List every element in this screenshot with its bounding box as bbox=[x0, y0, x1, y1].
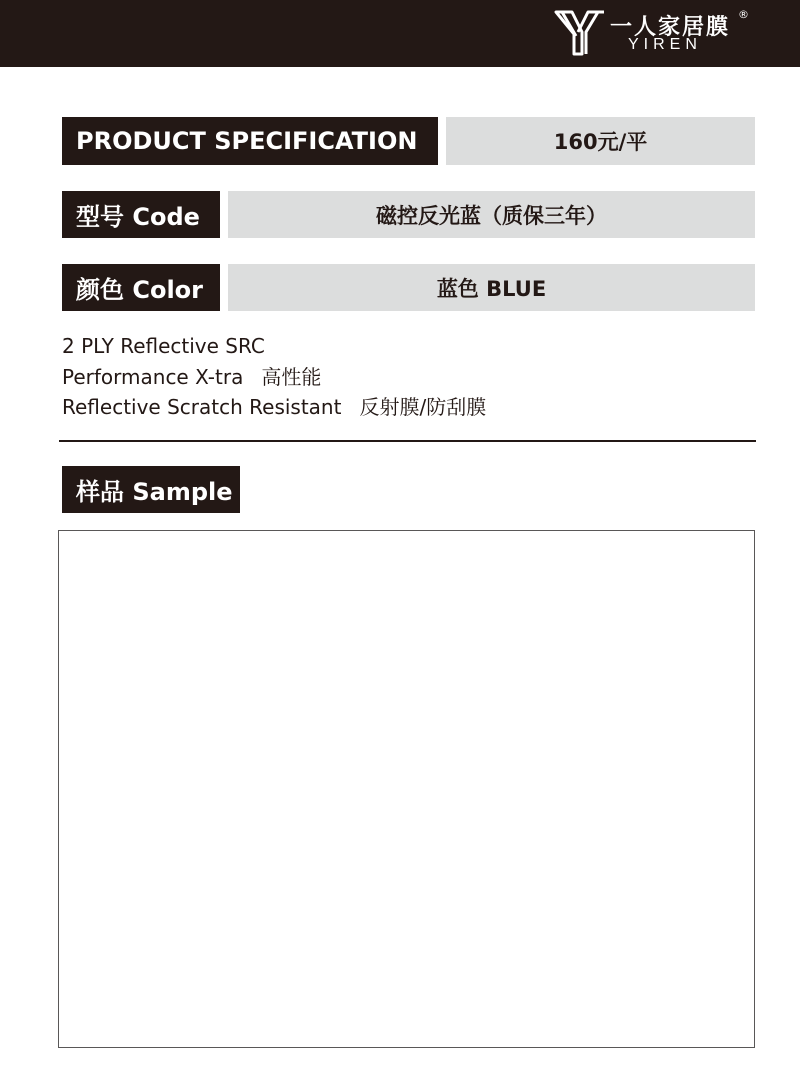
section-divider bbox=[59, 440, 756, 442]
header-bar bbox=[0, 0, 800, 67]
sample-label: 样品 Sample bbox=[62, 466, 240, 513]
code-label: 型号 Code bbox=[62, 191, 220, 238]
price-value: 160元/平 bbox=[446, 117, 755, 165]
description-ply: 2 PLY Reflective SRC bbox=[62, 334, 265, 358]
description-line-1 bbox=[62, 331, 486, 362]
description-reflective-en: Reflective Scratch Resistant bbox=[62, 395, 342, 419]
sample-area bbox=[58, 530, 755, 1048]
description-performance-cn: 高性能 bbox=[261, 364, 322, 389]
brand-logo bbox=[552, 6, 752, 60]
description-reflective-cn: 反射膜/防刮膜 bbox=[359, 395, 487, 419]
description-line-2 bbox=[62, 362, 486, 393]
description-line-3 bbox=[62, 392, 486, 423]
brand-name-en: YIREN bbox=[628, 36, 702, 53]
description-performance-en: Performance X-tra bbox=[62, 364, 244, 389]
brand-name-cn: 一人家居膜 bbox=[610, 15, 731, 40]
product-specification-label: PRODUCT SPECIFICATION bbox=[62, 117, 438, 165]
product-description bbox=[62, 331, 486, 423]
registered-mark: ® bbox=[738, 8, 749, 21]
color-label: 颜色 Color bbox=[62, 264, 220, 311]
yiren-logo-icon bbox=[552, 6, 608, 58]
code-value: 磁控反光蓝（质保三年） bbox=[228, 191, 755, 238]
color-value: 蓝色 BLUE bbox=[228, 264, 755, 311]
